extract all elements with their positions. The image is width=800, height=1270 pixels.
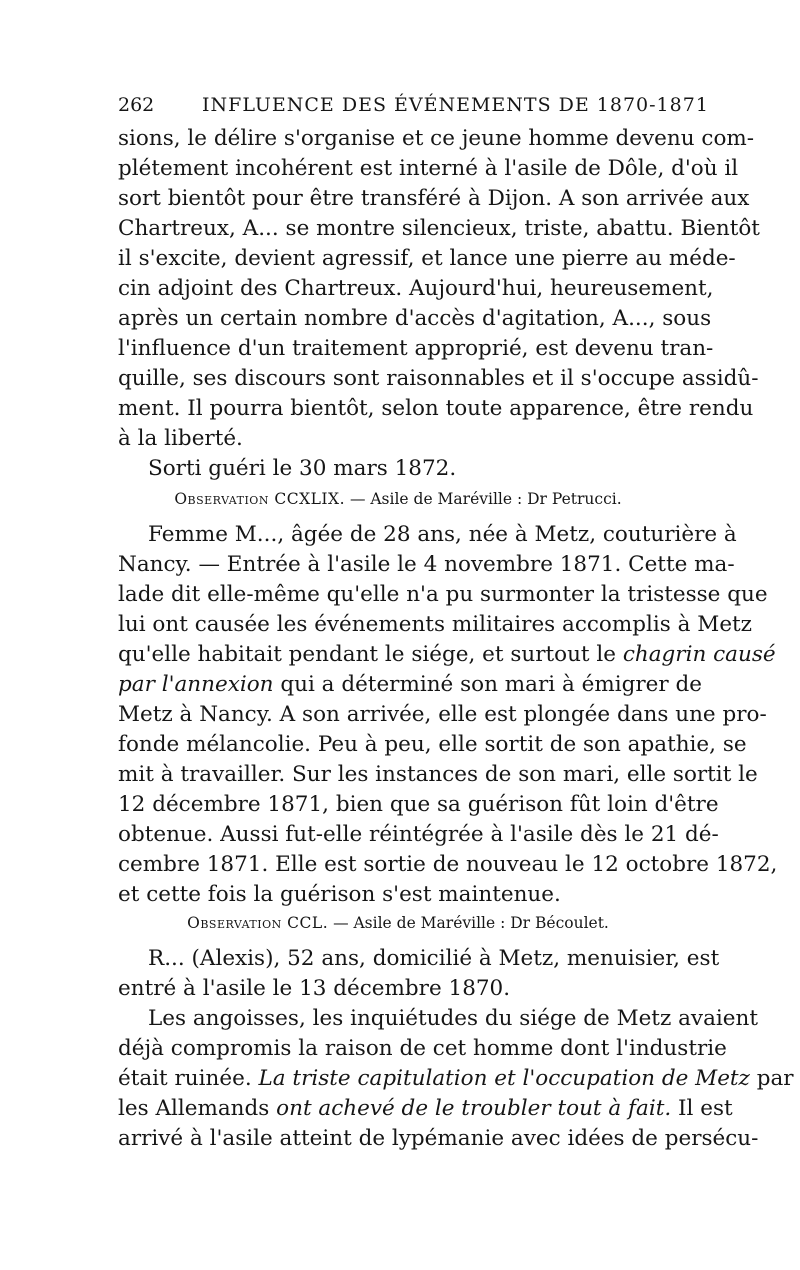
text-line (118, 1064, 794, 1094)
text-line: lui ont causée les événements militaires accomplis à Metz (118, 612, 753, 637)
text-run: Il est (671, 1096, 733, 1121)
text-line: Les angoisses, les inquiétudes du siége de Metz avaient (148, 1006, 758, 1031)
text-line: entré à l'asile le 13 décembre 1870. (118, 976, 511, 1001)
running-title: INFLUENCE DES ÉVÉNEMENTS DE 1870-1871 (202, 94, 709, 116)
text-line: Nancy. — Entrée à l'asile le 4 novembre 1871. Cette ma- (118, 552, 735, 577)
text-line: cembre 1871. Elle est sortie de nouveau le 12 octobre 1872, (118, 852, 778, 877)
italic-run: La triste capitulation et l'occupation de Metz (258, 1066, 750, 1091)
text-run: les Allemands (118, 1096, 277, 1121)
text-run: était ruinée. (118, 1066, 259, 1091)
text-line: Sorti guéri le 30 mars 1872. (148, 456, 457, 481)
text-line: Femme M..., âgée de 28 ans, née à Metz, couturière à (148, 522, 737, 547)
text-line: déjà compromis la raison de cet homme dont l'industrie (118, 1036, 727, 1061)
observation-label: Observation CCXLIX. (174, 490, 345, 508)
text-line: à la liberté. (118, 426, 243, 451)
text-line: l'influence d'un traitement approprié, est devenu tran- (118, 336, 714, 361)
italic-run: par l'annexion (118, 672, 274, 697)
text-run: qui a déterminé son mari à émigrer de (273, 672, 702, 697)
text-line: il s'excite, devient agressif, et lance une pierre au méde- (118, 246, 736, 271)
text-line: et cette fois la guérison s'est maintenue. (118, 882, 561, 907)
text-line: fonde mélancolie. Peu à peu, elle sortit de son apathie, se (118, 732, 747, 757)
italic-run: chagrin causé (622, 642, 776, 667)
text-line: sort bientôt pour être transféré à Dijon. A son arrivée aux (118, 186, 750, 211)
text-line: quille, ses discours sont raisonnables et il s'occupe assidû- (118, 366, 759, 391)
text-line: Chartreux, A... se montre silencieux, triste, abattu. Bientôt (118, 216, 760, 241)
text-line: 12 décembre 1871, bien que sa guérison fût loin d'être (118, 792, 719, 817)
text-line: obtenue. Aussi fut-elle réintégrée à l'asile dès le 21 dé- (118, 822, 719, 847)
text-line (118, 640, 776, 670)
italic-run: ont achevé de le troubler tout à fait. (276, 1096, 672, 1121)
text-line: Metz à Nancy. A son arrivée, elle est plongée dans une pro- (118, 702, 767, 727)
page-number: 262 (118, 94, 155, 116)
text-line: cin adjoint des Chartreux. Aujourd'hui, heureusement, (118, 276, 714, 301)
text-line (118, 670, 702, 700)
text-line: après un certain nombre d'accès d'agitation, A..., sous (118, 306, 712, 331)
text-run: qu'elle habitait pendant le siége, et surtout le (118, 642, 623, 667)
observation-label: Observation CCL. (187, 914, 329, 932)
text-line: sions, le délire s'organise et ce jeune homme devenu com- (118, 126, 755, 151)
observation-heading (118, 488, 678, 510)
text-line: R... (Alexis), 52 ans, domicilié à Metz, menuisier, est (148, 946, 720, 971)
text-run: par (749, 1066, 794, 1091)
text-line: arrivé à l'asile atteint de lypémanie avec idées de persécu- (118, 1126, 759, 1151)
text-line: ment. Il pourra bientôt, selon toute apparence, être rendu (118, 396, 754, 421)
observation-heading (118, 912, 678, 934)
observation-source: — Asile de Maréville : Dr Petrucci. (349, 490, 622, 508)
text-line: lade dit elle-même qu'elle n'a pu surmonter la tristesse que (118, 582, 768, 607)
text-line (118, 1094, 733, 1124)
text-line: mit à travailler. Sur les instances de son mari, elle sortit le (118, 762, 758, 787)
running-header (118, 92, 709, 118)
observation-source: — Asile de Maréville : Dr Bécoulet. (333, 914, 609, 932)
text-line: plétement incohérent est interné à l'asile de Dôle, d'où il (118, 156, 739, 181)
